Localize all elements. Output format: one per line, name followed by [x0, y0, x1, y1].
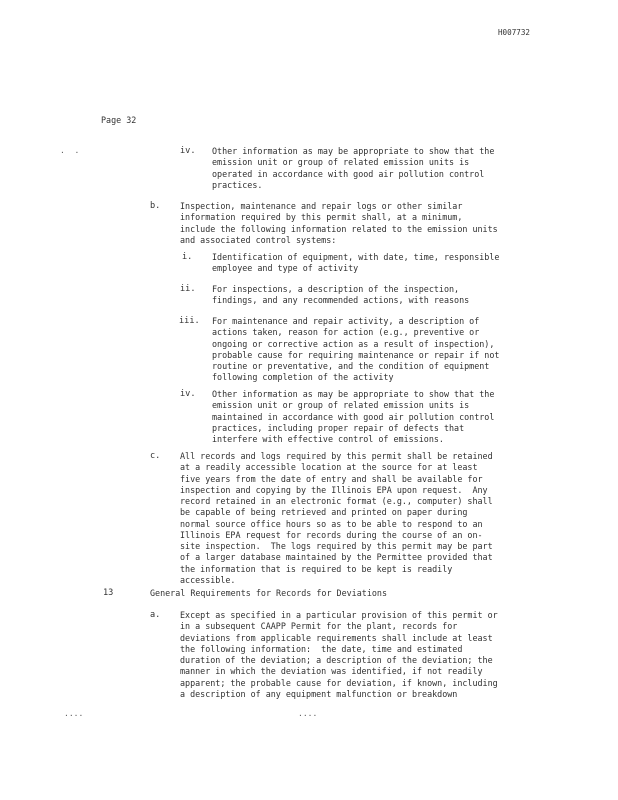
item-label-b-ii: ii. — [180, 284, 196, 294]
item-b-text — [180, 201, 498, 246]
footer-marks-center: .... — [298, 709, 318, 718]
text-line: and associated control systems: — [180, 234, 337, 245]
text-line: findings, and any recommended actions, with reasons — [212, 295, 470, 306]
text-line: apparent; the probable cause for deviation, if known, including — [180, 677, 498, 688]
text-line: operated in accordance with good air pollution control — [212, 168, 485, 179]
text-line: record retained in an electronic format (e.g., computer) shall — [180, 496, 493, 506]
item-label-b-i: i. — [182, 252, 193, 262]
text-line: site inspection. The logs required by this permit may be part — [180, 541, 493, 551]
text-line: in a subsequent CAAPP Permit for the plant, records for — [180, 621, 458, 632]
footer-marks-left: .... — [64, 709, 84, 718]
text-line: deviations from applicable requirements shall include at least — [180, 632, 493, 643]
text-line: duration of the deviation; a description of the deviation; the — [180, 655, 493, 665]
page-label: Page 32 — [101, 115, 137, 125]
text-line: Identification of equipment, with date, time, responsible — [212, 252, 500, 262]
text-line: Except as specified in a particular provision of this permit or — [180, 610, 498, 620]
item-c-text — [180, 451, 493, 586]
text-line: maintained in accordance with good air pollution control — [212, 411, 495, 422]
text-line: at a readily accessible location at the source for at least — [180, 462, 478, 473]
item-iv-top-text — [212, 146, 494, 191]
item-b-i-text — [212, 252, 499, 275]
text-line: actions taken, reason for action (e.g., preventive or — [212, 327, 480, 338]
text-line: Other information as may be appropriate to show that the — [212, 146, 495, 156]
text-line: inspection and copying by the Illinois EPA upon request. Any — [180, 484, 488, 495]
section-heading: General Requirements for Records for Deviations — [150, 588, 387, 598]
text-line: practices. — [212, 179, 263, 190]
text-line: For inspections, a description of the inspection, — [212, 284, 460, 294]
item-b-iii-text — [212, 316, 499, 384]
text-line: Inspection, maintenance and repair logs or other similar — [180, 201, 463, 211]
item-b-iv-text — [212, 389, 494, 445]
text-line: All records and logs required by this permit shall be retained — [180, 451, 493, 461]
text-line: the information that is required to be kept is readily — [180, 563, 453, 574]
item-b-ii-text — [212, 284, 469, 307]
text-line: practices, including proper repair of defects that — [212, 422, 465, 433]
item-label-b: b. — [150, 201, 161, 211]
text-line: of a larger database maintained by the Permittee provided that — [180, 552, 493, 563]
text-line: a description of any equipment malfunction or breakdown — [180, 688, 458, 699]
text-line: Other information as may be appropriate to show that the — [212, 389, 495, 399]
text-line: the following information: the date, time and estimated — [180, 643, 463, 654]
margin-marks-left: . . — [60, 146, 80, 155]
text-line: accessible. — [180, 574, 236, 585]
text-line: routine or preventative, and the condition of equipment — [212, 361, 490, 371]
text-line: Illinois EPA request for records during the course of an on- — [180, 529, 483, 540]
item-label-c: c. — [150, 451, 161, 461]
text-line: interfere with effective control of emissions. — [212, 434, 444, 444]
text-line: following completion of the activity — [212, 372, 394, 383]
text-line: probable cause for requiring maintenance or repair if not — [212, 349, 500, 360]
item-label-iv-top: iv. — [180, 146, 196, 156]
text-line: be capable of being retrieved and printed on paper during — [180, 507, 468, 518]
text-line: ongoing or corrective action as a result of inspection), — [212, 338, 495, 349]
text-line: For maintenance and repair activity, a description of — [212, 316, 480, 326]
text-line: emission unit or group of related emission units is — [212, 400, 470, 411]
text-line: manner in which the deviation was identified, if not readily — [180, 666, 483, 677]
section-number: 13 — [103, 588, 114, 598]
item-label-b-iii: iii. — [179, 316, 200, 326]
text-line: employee and type of activity — [212, 263, 359, 274]
document-id: H007732 — [497, 28, 530, 37]
text-line: emission unit or group of related emission units is — [212, 157, 470, 168]
text-line: include the following information related to the emission units — [180, 223, 498, 234]
text-line: normal source office hours so as to be able to respond to an — [180, 518, 483, 529]
item-label-a: a. — [150, 610, 161, 620]
text-line: five years from the date of entry and shall be available for — [180, 473, 483, 484]
text-line: information required by this permit shall, at a minimum, — [180, 212, 463, 223]
item-a-text — [180, 610, 498, 700]
item-label-b-iv: iv. — [180, 389, 196, 399]
